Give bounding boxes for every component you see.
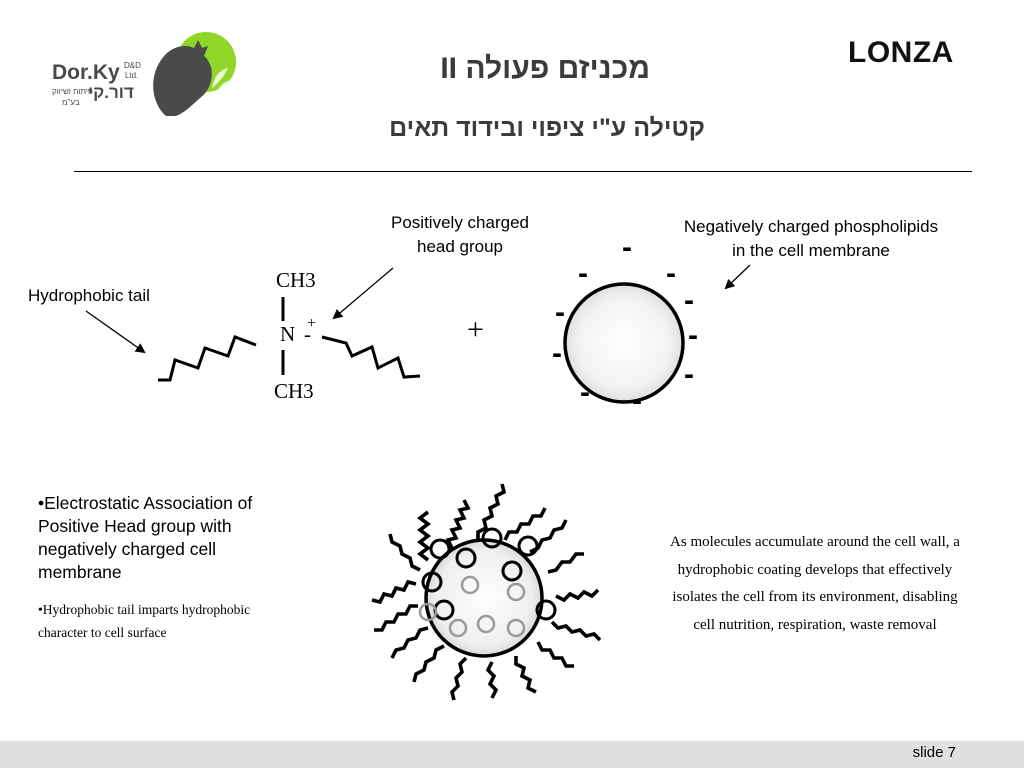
hydrophobic-tail-label: Hydrophobic tail: [28, 286, 150, 305]
chem-ch3-bottom: CH3: [274, 379, 314, 403]
chem-dash: -: [304, 322, 311, 346]
logo-latin-text: Dor.Ky: [52, 61, 120, 84]
logo-tagline-2: בע"מ: [62, 98, 80, 107]
chem-nitrogen: N: [280, 322, 296, 346]
bullet2-line2: character to cell surface: [38, 625, 167, 640]
minus-sign: -: [632, 384, 642, 417]
minus-sign: -: [666, 257, 676, 290]
bullet-electrostatic: [38, 492, 298, 584]
head-arrow: [334, 268, 393, 318]
head-group-label: [360, 211, 560, 259]
logo-suffix-2: Ltd.: [125, 71, 139, 80]
minus-sign: -: [622, 231, 632, 264]
coating-description: [640, 529, 990, 639]
bullet2-line1: •Hydrophobic tail imparts hydrophobic: [38, 602, 251, 617]
minus-sign: -: [580, 376, 590, 409]
description-line4: cell nutrition, respiration, waste removal: [693, 616, 937, 633]
phospholipids-label-line2: in the cell membrane: [732, 241, 890, 260]
chem-positive-charge: +: [307, 315, 317, 332]
description-line3: isolates the cell from its environment, disabling: [672, 589, 958, 605]
page-subtitle: קטילה ע"י ציפוי ובידוד תאים: [389, 114, 705, 142]
minus-sign: -: [684, 284, 694, 317]
chem-ch3-top: CH3: [276, 268, 316, 292]
description-line1: As molecules accumulate around the cell wall, a: [670, 534, 960, 550]
minus-sign: -: [684, 358, 694, 391]
head-group-label-line2: head group: [416, 237, 504, 256]
hydrophobic-tail-zigzag: [158, 337, 256, 380]
lonza-logo: LONZA: [848, 36, 954, 69]
minus-sign: -: [578, 257, 588, 290]
coated-cell: [372, 484, 600, 700]
bullet1-line1: •Electrostatic Association of: [38, 493, 253, 513]
footer-bar: [0, 741, 1024, 768]
minus-sign: -: [552, 337, 562, 370]
description-line2: hydrophobic coating develops that effectively: [677, 561, 953, 578]
phospholipids-label-line1: Negatively charged phospholipids: [683, 217, 939, 236]
phospholipids-label: [650, 215, 972, 263]
bullet1-line3: negatively charged cell: [38, 539, 217, 559]
bullet1-line4: membrane: [38, 562, 122, 582]
page-title: מכניזם פעולה II: [440, 52, 650, 85]
bullet1-line2: Positive Head group with: [38, 516, 232, 536]
bullet-hydrophobic: [38, 598, 298, 644]
plus-sign: +: [467, 313, 484, 346]
membrane-arrow: [726, 265, 750, 288]
minus-sign: -: [555, 296, 565, 329]
molecule-tail-zigzag: [322, 337, 420, 377]
logo-tagline-1: פיתוח ושיווק: [52, 87, 93, 96]
head-group-label-line1: Positively charged: [391, 213, 529, 232]
logo-hebrew-text: דור.קי: [88, 83, 134, 102]
logo-suffix-1: D&D: [124, 61, 141, 70]
tail-arrow: [86, 311, 144, 352]
minus-sign: -: [688, 319, 698, 352]
slide-number: slide 7: [912, 744, 956, 761]
